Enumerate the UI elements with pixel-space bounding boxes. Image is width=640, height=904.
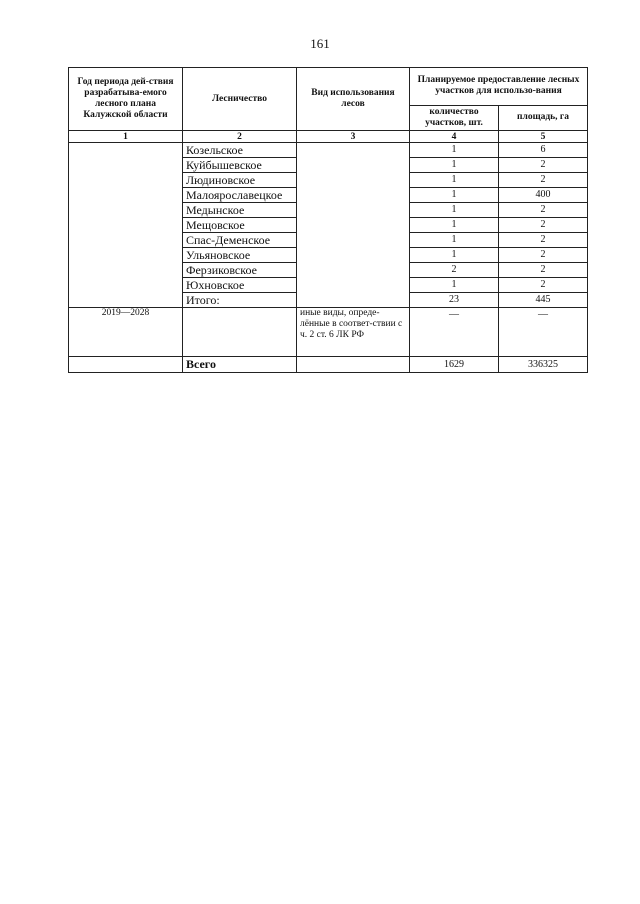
forest-use-type: иные виды, опреде-лённые в соответ-ствии с ч. 2 ст. 6 ЛК РФ: [297, 308, 410, 357]
forestry-name: Малоярославецкое: [183, 188, 297, 203]
forestry-name: Ульяновское: [183, 248, 297, 263]
plot-count: 1: [410, 143, 499, 158]
grand-total-row: [69, 357, 588, 373]
empty-forestry-cell: [183, 308, 297, 357]
plot-count: 2: [410, 263, 499, 278]
column-number: 3: [297, 131, 410, 143]
forestry-name: Ферзиковское: [183, 263, 297, 278]
header-planned-provision: Планируемое предоставление лесных участков для использо-вания: [410, 68, 588, 106]
empty-use-cell: [297, 357, 410, 373]
grand-total-label: Всего: [183, 357, 297, 373]
plot-count: 1: [410, 233, 499, 248]
grand-total-area: 336325: [499, 357, 588, 373]
period-row: [69, 308, 588, 357]
column-number: 4: [410, 131, 499, 143]
header-forestry: Лесничество: [183, 68, 297, 131]
grand-total-count: 1629: [410, 357, 499, 373]
area-value: 2: [499, 158, 588, 173]
forestry-name: Людиновское: [183, 173, 297, 188]
period-year: 2019—2028: [69, 308, 183, 357]
area-value: 2: [499, 233, 588, 248]
forest-plan-table: [68, 67, 588, 373]
subtotal-label: Итого:: [183, 293, 297, 308]
forestry-name: Мещовское: [183, 218, 297, 233]
header-plot-count: количество участков, шт.: [410, 105, 499, 130]
header-area: площадь, га: [499, 105, 588, 130]
header-forest-use: Вид использования лесов: [297, 68, 410, 131]
column-number-row: [69, 131, 588, 143]
area-value: 6: [499, 143, 588, 158]
page-number: 161: [310, 36, 330, 51]
area-value: 2: [499, 173, 588, 188]
plot-count: 1: [410, 173, 499, 188]
plot-count: 1: [410, 158, 499, 173]
plot-count: 1: [410, 203, 499, 218]
plot-count: —: [410, 308, 499, 357]
area-value: 2: [499, 278, 588, 293]
column-number: 2: [183, 131, 297, 143]
table-row: [69, 143, 588, 158]
plot-count: 1: [410, 218, 499, 233]
area-value: 2: [499, 248, 588, 263]
subtotal-count: 23: [410, 293, 499, 308]
area-value: 400: [499, 188, 588, 203]
plot-count: 1: [410, 248, 499, 263]
empty-year-cell: [69, 143, 183, 308]
area-value: —: [499, 308, 588, 357]
forestry-name: Спас-Деменское: [183, 233, 297, 248]
area-value: 2: [499, 218, 588, 233]
empty-use-cell: [297, 143, 410, 308]
forestry-name: Куйбышевское: [183, 158, 297, 173]
subtotal-area: 445: [499, 293, 588, 308]
forestry-name: Юхновское: [183, 278, 297, 293]
column-number: 1: [69, 131, 183, 143]
forestry-name: Медынское: [183, 203, 297, 218]
empty-year-cell: [69, 357, 183, 373]
header-year-period: Год периода дей-ствия разрабатыва-емого лесного плана Калужской области: [69, 68, 183, 131]
area-value: 2: [499, 263, 588, 278]
forestry-name: Козельское: [183, 143, 297, 158]
column-number: 5: [499, 131, 588, 143]
plot-count: 1: [410, 278, 499, 293]
plot-count: 1: [410, 188, 499, 203]
area-value: 2: [499, 203, 588, 218]
